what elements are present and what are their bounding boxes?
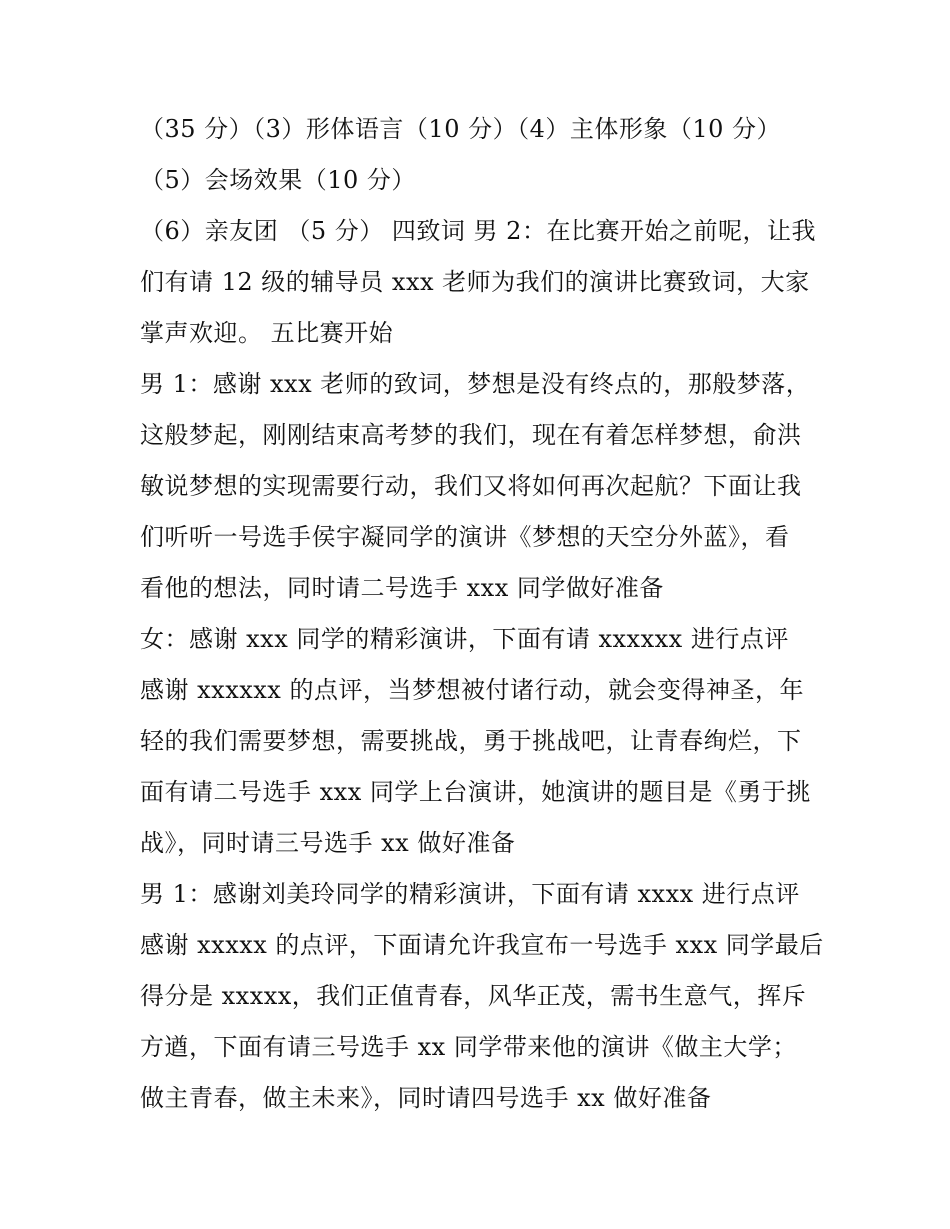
text-line: 看他的想法，同时请二号选手 xxx 同学做好准备 — [140, 574, 664, 602]
text-line: 女：感谢 xxx 同学的精彩演讲，下面有请 xxxxxx 进行点评 — [140, 625, 789, 653]
text-line: 做主青春，做主未来》，同时请四号选手 xx 做好准备 — [140, 1084, 712, 1112]
text-line: 掌声欢迎。 五比赛开始 — [140, 319, 394, 347]
text-line: 这般梦起，刚刚结束高考梦的我们，现在有着怎样梦想，俞洪 — [140, 421, 802, 449]
text-line: 面有请二号选手 xxx 同学上台演讲，她演讲的题目是《勇于挑 — [140, 778, 811, 806]
text-line: 方遒，下面有请三号选手 xx 同学带来他的演讲《做主大学； — [140, 1033, 797, 1061]
text-line: 得分是 xxxxx，我们正值青春，风华正茂，需书生意气，挥斥 — [140, 982, 807, 1010]
text-line: （5）会场效果（10 分） — [140, 166, 416, 194]
text-line: 轻的我们需要梦想，需要挑战，勇于挑战吧，让青春绚烂，下 — [140, 727, 802, 755]
text-line: 敏说梦想的实现需要行动，我们又将如何再次起航？下面让我 — [140, 472, 802, 500]
text-line: 男 1：感谢 xxx 老师的致词，梦想是没有终点的，那般梦落， — [140, 370, 811, 398]
text-line: 们听听一号选手侯宇凝同学的演讲《梦想的天空分外蓝》，看 — [140, 523, 790, 551]
text-line: 男 1：感谢刘美玲同学的精彩演讲，下面有请 xxxx 进行点评 — [140, 880, 800, 908]
text-line: 感谢 xxxxx 的点评，下面请允许我宣布一号选手 xxx 同学最后 — [140, 931, 824, 959]
text-line: 感谢 xxxxxx 的点评，当梦想被付诸行动，就会变得神圣，年 — [140, 676, 804, 704]
text-line: 们有请 12 级的辅导员 xxx 老师为我们的演讲比赛致词，大家 — [140, 268, 810, 296]
text-line: 战》，同时请三号选手 xx 做好准备 — [140, 829, 516, 857]
text-line: （35 分）（3）形体语言（10 分）（4）主体形象（10 分） — [140, 115, 782, 143]
text-line: （6）亲友团 （5 分） 四致词 男 2：在比赛开始之前呢，让我 — [140, 217, 816, 245]
document-body — [140, 104, 824, 1124]
